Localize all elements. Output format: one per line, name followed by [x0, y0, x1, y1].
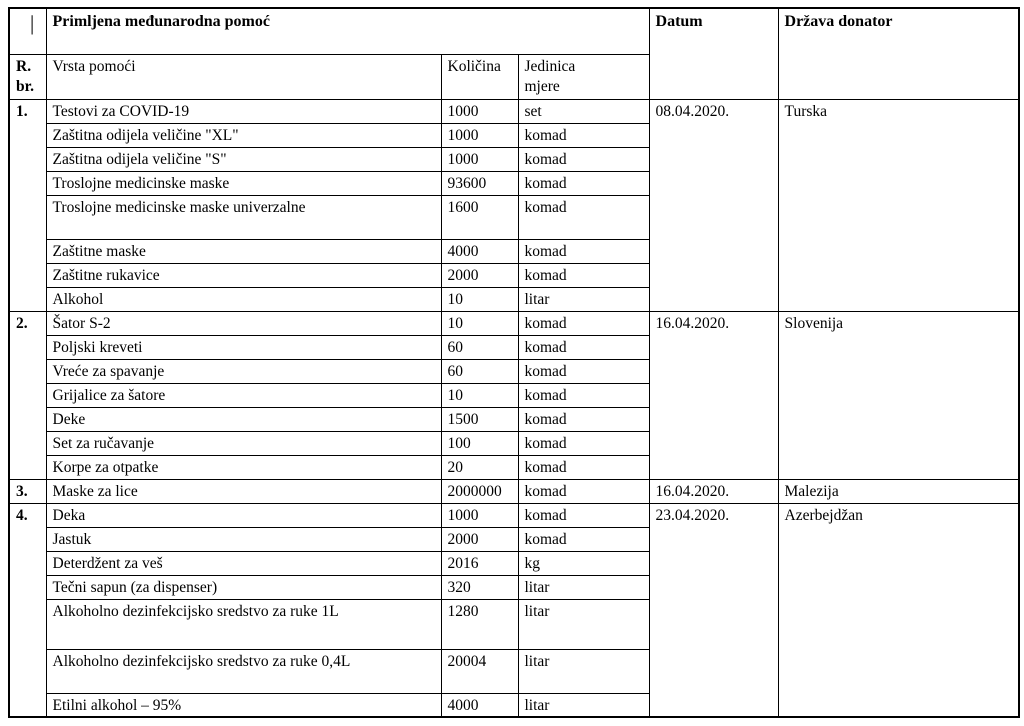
quantity-cell: 2000 — [441, 263, 518, 287]
table-row — [9, 311, 1019, 335]
unit-cell: litar — [518, 693, 649, 717]
date-cell: 08.04.2020. — [649, 99, 778, 311]
donor-cell: Azerbejdžan — [778, 503, 1019, 717]
quantity-cell: 2000 — [441, 527, 518, 551]
unit-cell: litar — [518, 599, 649, 649]
quantity-header-label: Količina — [447, 57, 501, 75]
unit-cell: komad — [518, 527, 649, 551]
header-row-1 — [9, 8, 1019, 54]
quantity-cell: 1000 — [441, 503, 518, 527]
row-number-cell: 4. — [9, 503, 46, 717]
quantity-cell: 10 — [441, 383, 518, 407]
donor-cell: Turska — [778, 99, 1019, 311]
aid-type-cell: Deke — [46, 407, 441, 431]
aid-type-cell: Set za ručavanje — [46, 431, 441, 455]
unit-cell: komad — [518, 195, 649, 239]
donor-cell: Slovenija — [778, 311, 1019, 479]
quantity-cell: 20 — [441, 455, 518, 479]
unit-cell: komad — [518, 123, 649, 147]
quantity-header-cell — [441, 54, 518, 99]
unit-cell: komad — [518, 407, 649, 431]
row-number-cell: 3. — [9, 479, 46, 503]
aid-type-header-label: Vrsta pomoći — [52, 57, 136, 75]
aid-type-header-cell — [46, 54, 441, 99]
aid-type-cell: Šator S-2 — [46, 311, 441, 335]
aid-type-cell: Deka — [46, 503, 441, 527]
table-title: Primljena međunarodna pomoć — [52, 13, 270, 30]
unit-cell: komad — [518, 335, 649, 359]
table-row — [9, 479, 1019, 503]
unit-cell: komad — [518, 479, 649, 503]
date-header-cell — [649, 8, 778, 99]
unit-cell: set — [518, 99, 649, 123]
unit-cell: komad — [518, 359, 649, 383]
unit-header-label: Jedinica mjere — [524, 57, 576, 95]
aid-type-cell: Jastuk — [46, 527, 441, 551]
unit-cell: komad — [518, 455, 649, 479]
unit-cell: komad — [518, 383, 649, 407]
quantity-cell: 1000 — [441, 99, 518, 123]
quantity-cell: 100 — [441, 431, 518, 455]
donor-header-cell — [778, 8, 1019, 99]
aid-type-cell: Tečni sapun (za dispenser) — [46, 575, 441, 599]
quantity-cell: 60 — [441, 359, 518, 383]
unit-cell: komad — [518, 239, 649, 263]
unit-cell: komad — [518, 503, 649, 527]
table-row — [9, 99, 1019, 123]
aid-type-cell: Alkohol — [46, 287, 441, 311]
unit-cell: komad — [518, 431, 649, 455]
table-title-cell — [46, 8, 649, 54]
aid-type-cell: Zaštitna odijela veličine "S" — [46, 147, 441, 171]
date-cell: 16.04.2020. — [649, 311, 778, 479]
aid-type-cell: Korpe za otpatke — [46, 455, 441, 479]
quantity-cell: 2016 — [441, 551, 518, 575]
table-row — [9, 503, 1019, 527]
quantity-cell: 4000 — [441, 693, 518, 717]
row-number-cell: 1. — [9, 99, 46, 311]
date-cell: 23.04.2020. — [649, 503, 778, 717]
unit-cell: kg — [518, 551, 649, 575]
date-header-label: Datum — [655, 13, 703, 30]
quantity-cell: 10 — [441, 287, 518, 311]
quantity-cell: 1000 — [441, 123, 518, 147]
aid-table — [8, 7, 1020, 718]
unit-cell: komad — [518, 147, 649, 171]
donor-header-label: Država donator — [784, 13, 893, 30]
unit-header-cell — [518, 54, 649, 99]
aid-type-cell: Deterdžent za veš — [46, 551, 441, 575]
aid-type-cell: Poljski kreveti — [46, 335, 441, 359]
unit-cell: litar — [518, 287, 649, 311]
quantity-cell: 4000 — [441, 239, 518, 263]
rownum-header-cell — [9, 54, 46, 99]
aid-type-cell: Vreće za spavanje — [46, 359, 441, 383]
text-cursor-mark: | — [30, 11, 35, 35]
aid-type-cell: Etilni alkohol – 95% — [46, 693, 441, 717]
aid-type-cell: Testovi za COVID-19 — [46, 99, 441, 123]
quantity-cell: 320 — [441, 575, 518, 599]
aid-type-cell: Grijalice za šatore — [46, 383, 441, 407]
aid-type-cell: Troslojne medicinske maske univerzalne — [46, 195, 441, 239]
unit-cell: komad — [518, 311, 649, 335]
corner-cell — [9, 8, 46, 54]
table-body — [9, 8, 1019, 717]
donor-cell: Malezija — [778, 479, 1019, 503]
quantity-cell: 1500 — [441, 407, 518, 431]
quantity-cell: 60 — [441, 335, 518, 359]
rownum-header-label: R. br. — [16, 57, 34, 95]
quantity-cell: 2000000 — [441, 479, 518, 503]
row-number-cell: 2. — [9, 311, 46, 479]
aid-type-cell: Alkoholno dezinfekcijsko sredstvo za ruke 1L — [46, 599, 441, 649]
quantity-cell: 93600 — [441, 171, 518, 195]
unit-cell: litar — [518, 575, 649, 599]
quantity-cell: 20004 — [441, 649, 518, 693]
aid-type-cell: Zaštitna odijela veličine "XL" — [46, 123, 441, 147]
aid-type-cell: Alkoholno dezinfekcijsko sredstvo za ruke 0,4L — [46, 649, 441, 693]
date-cell: 16.04.2020. — [649, 479, 778, 503]
unit-cell: litar — [518, 649, 649, 693]
quantity-cell: 10 — [441, 311, 518, 335]
aid-type-cell: Troslojne medicinske maske — [46, 171, 441, 195]
quantity-cell: 1600 — [441, 195, 518, 239]
quantity-cell: 1280 — [441, 599, 518, 649]
quantity-cell: 1000 — [441, 147, 518, 171]
aid-type-cell: Zaštitne rukavice — [46, 263, 441, 287]
unit-cell: komad — [518, 171, 649, 195]
unit-cell: komad — [518, 263, 649, 287]
aid-type-cell: Maske za lice — [46, 479, 441, 503]
aid-type-cell: Zaštitne maske — [46, 239, 441, 263]
